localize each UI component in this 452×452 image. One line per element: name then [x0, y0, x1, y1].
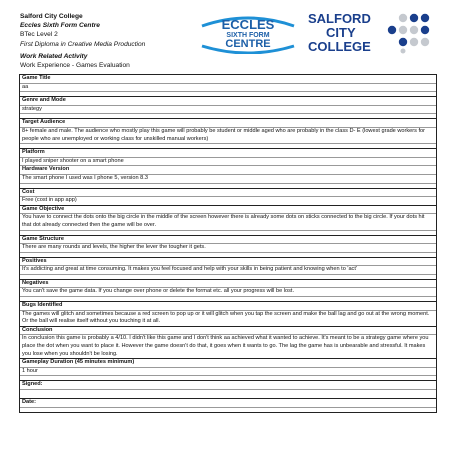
eccles-logo-line2: SIXTH FORM	[226, 32, 270, 39]
date-section	[19, 398, 437, 413]
structure-value: There are many rounds and levels, the higher the lever the tougher it gets.	[20, 244, 436, 253]
course-level: BTec Level 2	[20, 31, 58, 39]
negatives-section	[19, 279, 437, 301]
negatives-label: Negatives	[20, 280, 436, 289]
game-title-label: Game Title	[20, 75, 436, 84]
centre-name: Eccles Sixth Form Centre	[20, 22, 100, 30]
bugs-value: The games will glitch and sometimes because a red screen to pop up or it will glitch when you tap the screen and make the ball lag and go out at the wrong moment. Or the ball will realise itself without you touching it at all.	[22, 310, 430, 325]
salford-logo-line2: CITY	[326, 25, 356, 40]
game-title-section	[19, 74, 437, 96]
bugs-label: Bugs Identified	[20, 302, 436, 311]
document-subtitle: Work Experience - Games Evaluation	[20, 62, 130, 70]
platform-section	[19, 148, 437, 187]
audience-section	[19, 118, 437, 148]
positives-section	[19, 257, 437, 279]
date-label: Date:	[20, 399, 436, 408]
bugs-section	[19, 301, 437, 326]
eccles-logo-line3: CENTRE	[225, 38, 271, 50]
genre-value: strategy	[20, 106, 436, 115]
hardware-value: The smart phone I used was I phone 5, version 8.3	[20, 175, 436, 184]
structure-section	[19, 235, 437, 257]
genre-section	[19, 96, 437, 118]
structure-label: Game Structure	[20, 236, 436, 245]
signed-section	[19, 380, 437, 398]
cost-section	[19, 188, 437, 205]
conclusion-value: In conclusion this game is probably a 4/10. I didn't like this game and I don't think aa achieved what it wanted to achieve. It's meant to be a strategy game where you place the dot when you want to place it. However the game doesn't do that, it goes when it wants to go. The lag the game has is unbearable and stressful. It makes you lose when you shouldn't be losing.	[22, 335, 429, 357]
evaluation-form	[19, 74, 437, 413]
activity-title: Work Related Activity	[20, 52, 88, 60]
college-name: Salford City College	[20, 13, 83, 20]
diploma-name: First Diploma in Creative Media Production	[20, 40, 146, 48]
salford-city-college-logo	[306, 10, 438, 54]
objective-label: Game Objective	[20, 206, 436, 215]
platform-value: I played sniper shooter on a smart phone	[20, 158, 436, 167]
signed-label: Signed:	[20, 381, 436, 390]
dots-grid-icon	[388, 14, 429, 54]
audience-value: 8+ female and male. The audience who mostly play this game will probably be student or middle aged who are probably in the class D- E (lowest grade workers for people who are unemployed or working class for unskilled manual workers)	[20, 128, 436, 144]
duration-label: Gameplay Duration (45 minutes minimum)	[20, 359, 436, 368]
eccles-sixth-form-logo	[198, 12, 298, 54]
duration-section	[19, 358, 437, 380]
cost-label: Cost	[20, 189, 436, 198]
negatives-value: You can't save the game data. If you change over phone or delete the format etc. all your progress will be lost.	[20, 288, 436, 297]
eccles-logo-line1: ECCLES	[221, 17, 275, 32]
salford-logo-line1: SALFORD	[308, 11, 371, 26]
hardware-label: Hardware Version	[20, 166, 436, 175]
salford-logo-line3: COLLEGE	[308, 39, 371, 54]
cost-value: Free (cost in app app)	[22, 197, 77, 204]
conclusion-label: Conclusion	[20, 327, 436, 336]
positives-label: Positives	[20, 258, 436, 267]
objective-value: You have to connect the dots onto the big circle in the middle of the screen however there is already some dots on sticks connected to the big circle. If your dots hit that dot already connected then the game will be over.	[20, 214, 436, 230]
positives-value: It's addicting and great at time consuming. It makes you feel focused and help with your skills in being patient and knowing when to 'act'	[20, 266, 436, 275]
conclusion-section	[19, 326, 437, 358]
document-header	[20, 12, 220, 70]
audience-label: Target Audience	[20, 119, 436, 128]
platform-label: Platform	[20, 149, 436, 158]
game-title-value: aa	[20, 84, 436, 93]
genre-label: Genre and Mode	[20, 97, 436, 106]
objective-section	[19, 205, 437, 235]
duration-value: 1 hour	[20, 368, 436, 377]
